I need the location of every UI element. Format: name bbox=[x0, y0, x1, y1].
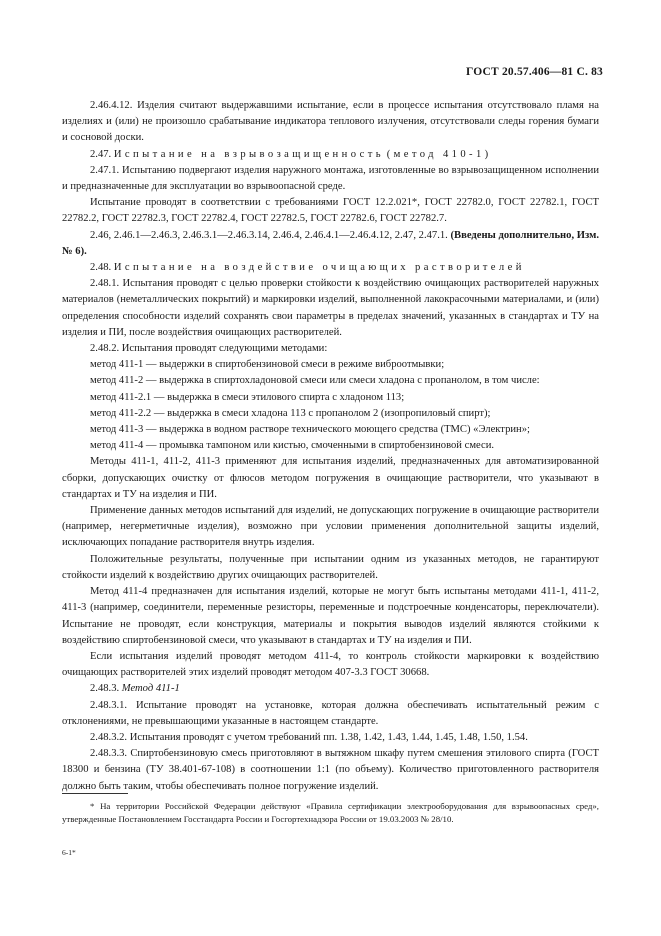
amendment-bold: (Введены дополнительно, Изм. № 6). bbox=[62, 229, 599, 257]
method-item: метод 411-2.2 — выдержка в смеси хладона 113 с пропанолом 2 (изопропиловый спирт); bbox=[90, 407, 491, 419]
method-item: метод 411-2 — выдержка в спиртохладоновой смеси или смеси хладона с пропанолом, в том числе: bbox=[90, 375, 540, 387]
section-heading-2-48-3 bbox=[62, 681, 599, 697]
section-heading-2-48 bbox=[62, 260, 599, 276]
section-title: Метод 411-1 bbox=[121, 683, 180, 695]
footnote-text: * На территории Российской Федерации действуют «Правила сертификации электрооборудования для взрывоопасных сред», утвержденные Постановлением Госстандарта России и Госгортехнадзора России от 19.03.2003 № 28/10. bbox=[62, 801, 599, 824]
paragraph: Методы 411-1, 411-2, 411-3 применяют для испытания изделий, предназначенных для автоматизированной сборки, допускающих очистку от флюсов методом погружения в очищающие растворители, что указывают в стандартах и ТУ на изделия и ПИ. bbox=[62, 456, 599, 500]
paragraph: 2.46.4.12. Изделия считают выдержавшими испытание, если в процессе испытания отсутствовало пламя на изделиях и (или) не произошло срабатывание индикатора теплового излучения, отсутствовали следы горения бумаги и сосновой доски. bbox=[62, 100, 599, 144]
section-heading-2-47 bbox=[62, 147, 599, 163]
section-number: 2.47. bbox=[90, 148, 112, 160]
paragraph: 2.48.3.1. Испытание проводят на установке, которая должна обеспечивать испытательный режим с отклонениями, не превышающими указанные в настоящем стандарте. bbox=[62, 699, 599, 727]
section-method: (метод 410-1) bbox=[386, 148, 492, 160]
paragraph: 2.47.1. Испытанию подвергают изделия наружного монтажа, изготовленные во взрывозащищенном исполнении и предназначенные для эксплуатации во взрывоопасной среде. bbox=[62, 164, 599, 193]
method-item: метод 411-2.1 — выдержка в смеси этилового спирта с хладоном 113; bbox=[90, 391, 405, 403]
paragraph: Метод 411-4 предназначен для испытания изделий, которые не могут быть испытаны методами 411-1, 411-2, 411-3 (например, соединители, переменные резисторы, переменные и подстроечные конденсаторы, переключатели). Испытание не проводят, если конструкция, материалы и покрытия выводов изделий являются стойкими к воздействию спиртобензиновой смеси, что указывают в стандартах и ТУ на изделия и ПИ. bbox=[62, 586, 599, 646]
method-item: метод 411-3 — выдержка в водном растворе технического моющего средства (ТМС) «Электрин»; bbox=[90, 424, 530, 436]
amendment-note bbox=[62, 228, 599, 260]
footnote-divider bbox=[62, 793, 128, 794]
paragraph: Положительные результаты, полученные при испытании одним из указанных методов, не гарантируют стойкости изделий к воздействию других очищающих растворителей. bbox=[62, 553, 599, 581]
document-body bbox=[62, 98, 599, 795]
section-number: 2.48.3. bbox=[90, 683, 120, 695]
paragraph: 2.48.3.3. Спиртобензиновую смесь приготовляют в вытяжном шкафу путем смешения этилового спирта (ГОСТ 18300 и бензина (ТУ 38.401-67-108) в соотношении 1:1 (по объему). Количество приготовленного растворителя должно быть таким, чтобы обеспечивать полное погружение изделий. bbox=[62, 748, 599, 792]
paragraph: Испытание проводят в соответствии с требованиями ГОСТ 12.2.021*, ГОСТ 22782.0, ГОСТ 22782.1, ГОСТ 22782.2, ГОСТ 22782.3, ГОСТ 22782.4, ГОСТ 22782.5, ГОСТ 22782.6, ГОСТ 22782.7. bbox=[62, 197, 599, 225]
method-item: метод 411-4 — промывка тампоном или кистью, смоченными в спиртобензиновой смеси. bbox=[90, 440, 495, 452]
section-title: Испытание на взрывозащищенность bbox=[113, 148, 385, 160]
amendment-text: 2.46, 2.46.1—2.46.3, 2.46.3.1—2.46.3.14, 2.46.4, 2.46.4.1—2.46.4.12, 2.47, 2.47.1. bbox=[90, 229, 448, 241]
page-mark: 6-1* bbox=[62, 848, 76, 857]
footnote bbox=[62, 800, 599, 825]
paragraph: Если испытания изделий проводят методом 411-4, то контроль стойкости маркировки к воздействию очищающих растворителей этих изделий проводят методом 407-3.3 ГОСТ 30668. bbox=[62, 650, 599, 679]
paragraph: 2.48.2. Испытания проводят следующими методами: bbox=[90, 343, 328, 355]
page-header: ГОСТ 20.57.406—81 С. 83 bbox=[466, 66, 603, 78]
method-item: метод 411-1 — выдержки в спиртобензиновой смеси в режиме виброотмывки; bbox=[90, 359, 445, 371]
paragraph: 2.48.1. Испытания проводят с целью проверки стойкости к воздействию очищающих растворителей наружных материалов (неметаллических покрытий) и маркировки изделий, выполненной лакокрасочными материалами, и (или) определения способности изделий сохранять свои параметры в пределах значений, указанных в стандартах и ТУ на изделия и ПИ, после воздействия очищающих растворителей. bbox=[62, 278, 599, 338]
paragraph: 2.48.3.2. Испытания проводят с учетом требований пп. 1.38, 1.42, 1.43, 1.44, 1.45, 1.48, 1.50, 1.54. bbox=[90, 731, 528, 743]
section-number: 2.48. bbox=[90, 262, 112, 274]
paragraph: Применение данных методов испытаний для изделий, не допускающих погружение в очищающие растворители (например, негерметичные изделия), возможно при условии применения дополнительной защиты изделий, исключающих попадание растворителя внутрь изделия. bbox=[62, 505, 599, 549]
section-title: Испытание на воздействие очищающих растворителей bbox=[113, 262, 525, 274]
